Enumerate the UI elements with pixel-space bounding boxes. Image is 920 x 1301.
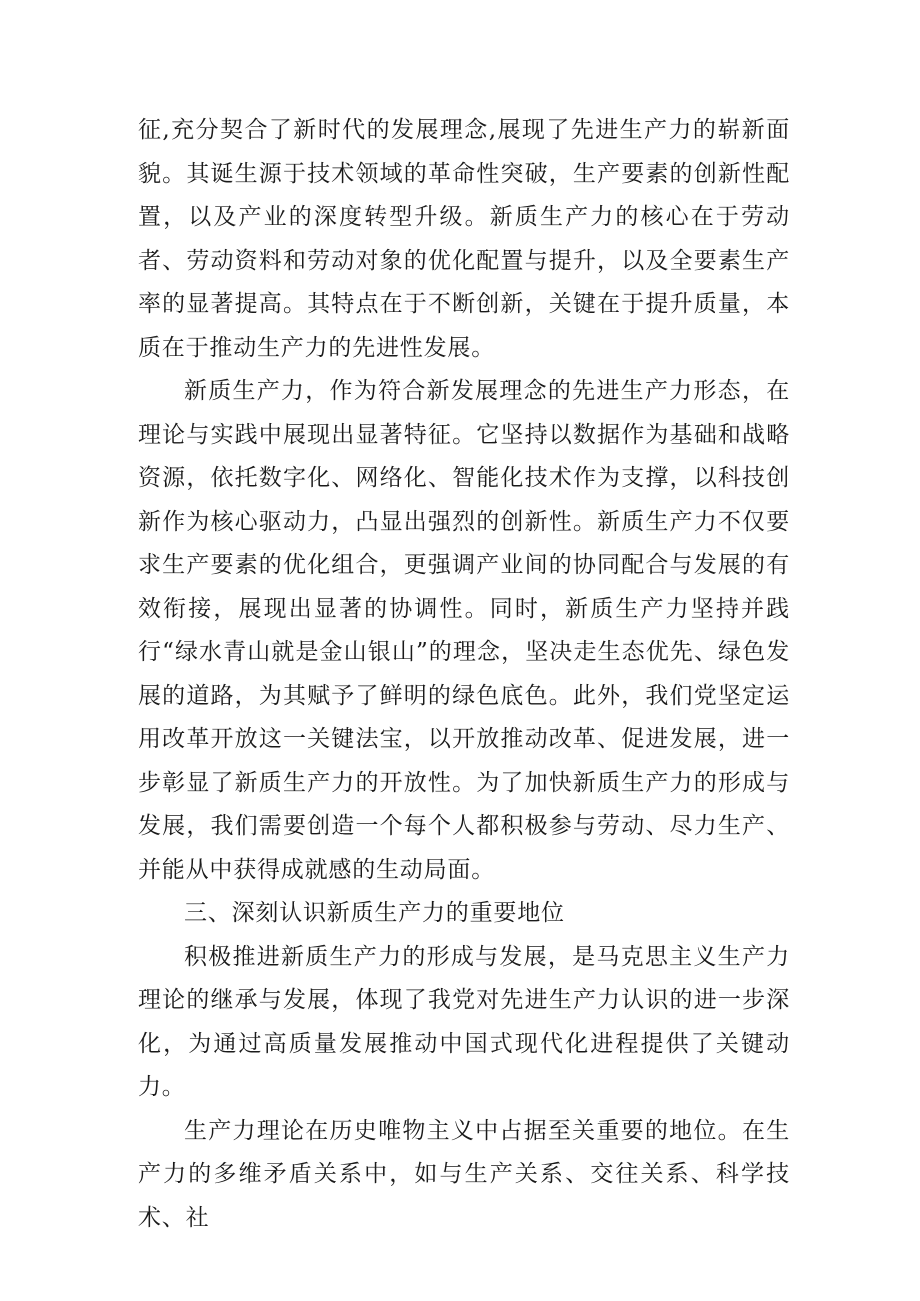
section-heading: 三、深刻认识新质生产力的重要地位 (184, 900, 565, 926)
paragraph-continuation: 征,充分契合了新时代的发展理念,展现了先进生产力的崭新面貌。其诞生源于技术领域的革命性突破，生产要素的创新性配置，以及产业的深度转型升级。新质生产力的核心在于劳动者、劳动资料和劳动对象的优化配置与提升，以及全要素生产率的显著提高。其特点在于不断创新，关键在于提升质量，本质在于推动生产力的先进性发展。 (138, 117, 790, 361)
paragraph-characteristics: 新质生产力，作为符合新发展理念的先进生产力形态，在理论与实践中展现出显著特征。它坚持以数据作为基础和战略资源，依托数字化、网络化、智能化技术作为支撑，以科技创新作为核心驱动力，凸显出强烈的创新性。新质生产力不仅要求生产要素的优化组合，更强调产业间的协同配合与发展的有效衔接，展现出显著的协调性。同时，新质生产力坚持并践行“绿水青山就是金山银山”的理念，坚决走生态优先、绿色发展的道路，为其赋予了鲜明的绿色底色。此外，我们党坚定运用改革开放这一关键法宝，以开放推动改革、促进发展，进一步彰显了新质生产力的开放性。为了加快新质生产力的形成与发展，我们需要创造一个每个人都积极参与劳动、尽力生产、并能从中获得成就感的生动局面。 (138, 378, 790, 883)
document-body (138, 109, 790, 1240)
paragraph-theory: 生产力理论在历史唯物主义中占据至关重要的地位。在生产力的多维矛盾关系中，如与生产关系、交往关系、科学技术、社 (138, 1117, 790, 1231)
paragraph-significance: 积极推进新质生产力的形成与发展，是马克思主义生产力理论的继承与发展，体现了我党对先进生产力认识的进一步深化，为通过高质量发展推动中国式现代化进程提供了关键动力。 (138, 943, 790, 1100)
